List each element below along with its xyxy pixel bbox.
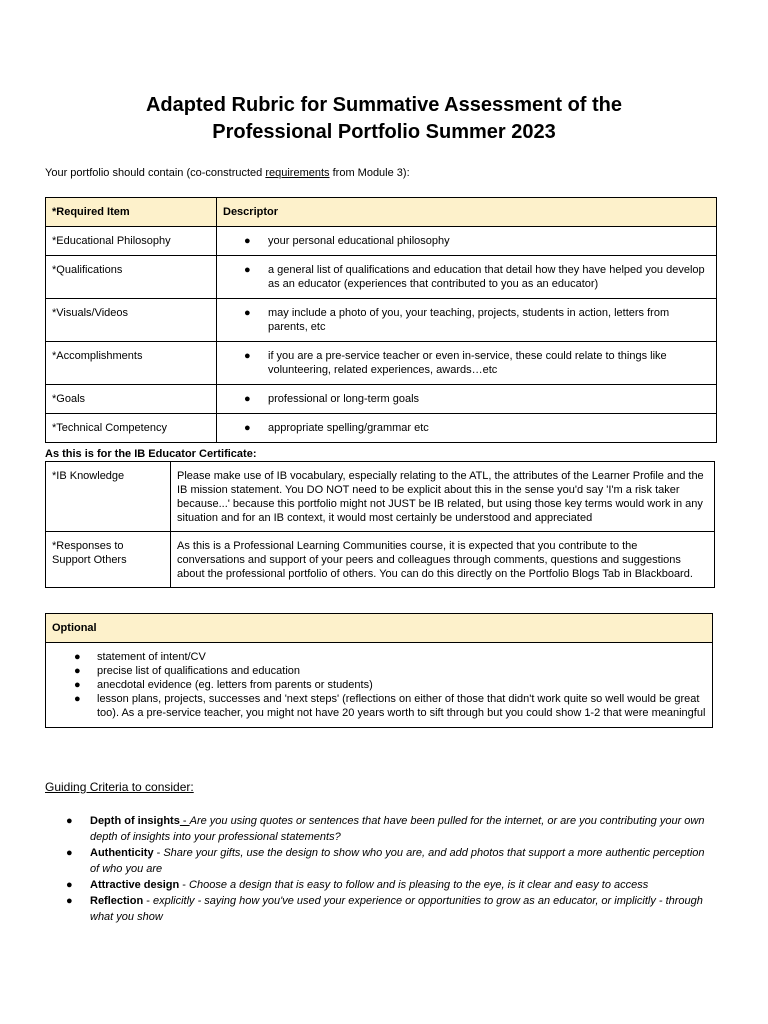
- table-row: [46, 462, 715, 532]
- row-descriptor: [217, 299, 717, 342]
- row-descriptor: [217, 227, 717, 256]
- intro-before: Your portfolio should contain (co-constructed: [45, 167, 266, 179]
- row-item: *IB Knowledge: [46, 462, 171, 532]
- table-header-row: [46, 614, 713, 643]
- table-row: [46, 256, 717, 299]
- optional-table: [45, 613, 713, 728]
- list-item: [66, 813, 716, 845]
- list-item-text: precise list of qualifications and education: [97, 665, 301, 677]
- row-item: *Technical Competency: [46, 414, 217, 443]
- list-item: [74, 664, 706, 678]
- list-item: [74, 650, 706, 664]
- table-row: [46, 385, 717, 414]
- descriptor-text: appropriate spelling/grammar etc: [268, 422, 429, 434]
- header-required-item: *Required Item: [46, 198, 217, 227]
- intro-text: [45, 166, 410, 180]
- bullet-icon: ●: [244, 350, 251, 362]
- criterion-text: explicitly - saying how you've used your experience or opportunities to grow as an educator, or implicitly - through what you show: [90, 895, 703, 923]
- list-item-text: lesson plans, projects, successes and 'next steps' (reflections on either of those that didn't work quite so well would be great too). As a pre-service teacher, you might not have 20 years worth to sift through but you could show 1-2 that were meaningful: [97, 693, 706, 719]
- descriptor-text: if you are a pre-service teacher or even in-service, these could relate to things like volunteering, related experiences, awards…etc: [268, 350, 667, 376]
- header-optional: Optional: [46, 614, 713, 643]
- criterion-text: Share your gifts, use the design to show who you are, and add photos that support a more authentic perception of who you are: [90, 847, 705, 875]
- row-descriptor: [217, 256, 717, 299]
- required-items-table: [45, 197, 717, 443]
- bullet-icon: ●: [66, 895, 73, 907]
- intro-after: from Module 3):: [329, 167, 410, 179]
- bullet-icon: ●: [244, 235, 251, 247]
- row-descriptor: [217, 414, 717, 443]
- list-item: [74, 692, 706, 720]
- guiding-criteria-heading: Guiding Criteria to consider:: [45, 780, 194, 794]
- bullet-icon: ●: [244, 393, 251, 405]
- list-item-text: anecdotal evidence (eg. letters from parents or students): [97, 679, 373, 691]
- criterion-separator: -: [143, 895, 153, 907]
- bullet-icon: ●: [244, 422, 251, 434]
- row-descriptor: [217, 385, 717, 414]
- criterion-term: Authenticity: [90, 847, 154, 859]
- criterion-separator: -: [179, 815, 190, 827]
- criterion-separator: -: [153, 847, 164, 859]
- criterion-separator: -: [179, 879, 190, 891]
- bullet-icon: ●: [66, 879, 73, 891]
- table-row: [46, 342, 717, 385]
- criterion-term: Depth of insights: [90, 815, 180, 827]
- descriptor-text: your personal educational philosophy: [268, 235, 450, 247]
- criterion-text: Choose a design that is easy to follow and is pleasing to the eye, is it clear and easy to access: [189, 879, 649, 891]
- bullet-icon: ●: [74, 679, 81, 691]
- bullet-icon: ●: [66, 847, 73, 859]
- page-title-line-1: Adapted Rubric for Summative Assessment of the: [145, 94, 623, 116]
- row-descriptor: As this is a Professional Learning Communities course, it is expected that you contribute to the conversations and support of your peers and colleagues through comments, questions and suggestions about the professional portfolio of others. You can do this directly on the Portfolio Blogs Tab in Blackboard.: [171, 532, 715, 588]
- row-descriptor: [217, 342, 717, 385]
- row-item: *Qualifications: [46, 256, 217, 299]
- list-item: [66, 893, 716, 925]
- page-title: [0, 92, 768, 146]
- guiding-criteria-list: [66, 813, 716, 925]
- ib-table: [45, 461, 715, 588]
- table-header-row: [46, 198, 717, 227]
- list-item: [74, 678, 706, 692]
- row-item: *Accomplishments: [46, 342, 217, 385]
- row-item: *Visuals/Videos: [46, 299, 217, 342]
- row-item: *Educational Philosophy: [46, 227, 217, 256]
- descriptor-text: professional or long-term goals: [268, 393, 420, 405]
- page-title-line-2: Professional Portfolio Summer 2023: [212, 121, 556, 143]
- bullet-icon: ●: [244, 307, 251, 319]
- table-row: [46, 532, 715, 588]
- header-descriptor: Descriptor: [217, 198, 717, 227]
- table-row: [46, 227, 717, 256]
- bullet-icon: ●: [244, 264, 251, 276]
- ib-section-heading: As this is for the IB Educator Certificate:: [45, 448, 257, 460]
- list-item: [66, 845, 716, 877]
- descriptor-text: may include a photo of you, your teaching, projects, students in action, letters from parents, etc: [268, 307, 670, 333]
- row-item: *Goals: [46, 385, 217, 414]
- optional-list: [46, 643, 713, 728]
- bullet-icon: ●: [74, 693, 81, 705]
- table-row: [46, 299, 717, 342]
- criterion-term: Attractive design: [90, 879, 180, 891]
- row-descriptor: Please make use of IB vocabulary, especially relating to the ATL, the attributes of the Learner Profile and the IB mission statement. You DO NOT need to be explicit about this in the sense you'd say 'I'm a risk taker because...' because this portfolio might not JUST be IB related, but using those key terms would work in any situation and for an IB context, it would most certainly be understood and appreciated: [171, 462, 715, 532]
- table-row: [46, 414, 717, 443]
- bullet-icon: ●: [74, 665, 81, 677]
- bullet-icon: ●: [74, 651, 81, 663]
- table-row: [46, 643, 713, 728]
- criterion-term: Reflection: [90, 895, 144, 907]
- criterion-text: Are you using quotes or sentences that have been pulled for the internet, or are you contributing your own depth of insights into your professional statements?: [90, 815, 705, 843]
- descriptor-text: a general list of qualifications and education that detail how they have helped you develop as an educator (experiences that contributed to you as an educator): [268, 264, 705, 290]
- row-item: *Responses to Support Others: [46, 532, 171, 588]
- bullet-icon: ●: [66, 815, 73, 827]
- requirements-link[interactable]: requirements: [265, 167, 330, 179]
- list-item: [66, 877, 716, 893]
- list-item-text: statement of intent/CV: [97, 651, 206, 663]
